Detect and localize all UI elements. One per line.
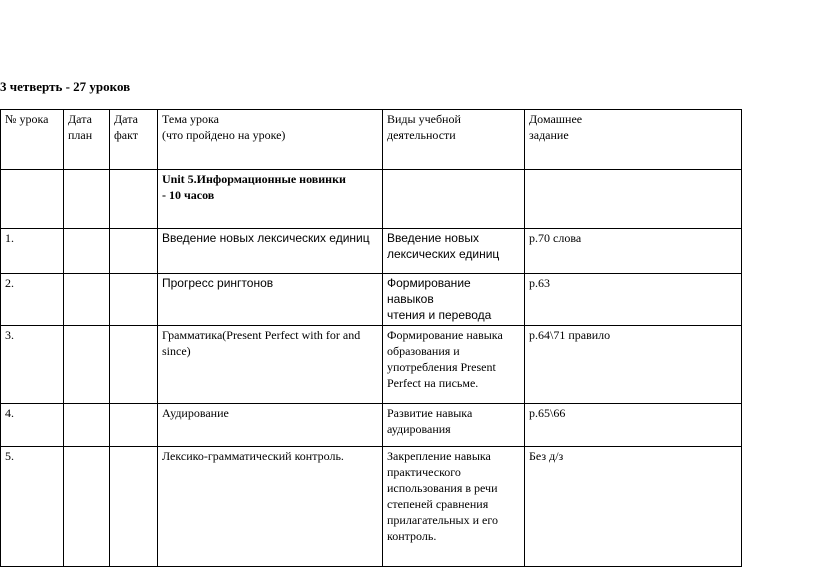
lesson-number: 2. bbox=[1, 274, 64, 326]
lesson-activities: Введение новых лексических единиц bbox=[383, 229, 525, 274]
lesson-topic: Аудирование bbox=[158, 404, 383, 447]
lesson-topic: Прогресс рингтонов bbox=[158, 274, 383, 326]
lesson-number: 5. bbox=[1, 447, 64, 567]
unit-row bbox=[1, 170, 742, 229]
date-fact-cell bbox=[110, 229, 158, 274]
header-date-fact: Дата факт bbox=[110, 110, 158, 170]
lesson-homework: p.70 слова bbox=[525, 229, 742, 274]
header-topic: Тема урока (что пройдено на уроке) bbox=[158, 110, 383, 170]
date-fact-cell bbox=[110, 274, 158, 326]
date-plan-cell bbox=[64, 404, 110, 447]
lesson-activities: Закрепление навыка практического использования в речи степеней сравнения прилагательных и его контроль. bbox=[383, 447, 525, 567]
lesson-number: 4. bbox=[1, 404, 64, 447]
unit-title: Unit 5.Информационные новинки - 10 часов bbox=[158, 170, 383, 229]
header-homework: Домашнее задание bbox=[525, 110, 742, 170]
lesson-topic: Введение новых лексических единиц bbox=[158, 229, 383, 274]
date-fact-cell bbox=[110, 404, 158, 447]
date-fact-cell bbox=[110, 326, 158, 404]
table-row bbox=[1, 404, 742, 447]
table-row bbox=[1, 447, 742, 567]
lesson-homework: p.65\66 bbox=[525, 404, 742, 447]
date-plan-cell bbox=[64, 229, 110, 274]
lesson-activities: Формирование навыка образования и употребления Present Perfect на письме. bbox=[383, 326, 525, 404]
table-row bbox=[1, 229, 742, 274]
lesson-activities: Формирование навыков чтения и перевода bbox=[383, 274, 525, 326]
lesson-topic: Грамматика(Present Perfect with for and since) bbox=[158, 326, 383, 404]
lesson-number: 1. bbox=[1, 229, 64, 274]
lesson-number: 3. bbox=[1, 326, 64, 404]
table-row bbox=[1, 326, 742, 404]
date-plan-cell bbox=[64, 447, 110, 567]
header-lesson-no: № урока bbox=[1, 110, 64, 170]
unit-cell-empty bbox=[1, 170, 64, 229]
header-date-plan: Дата план bbox=[64, 110, 110, 170]
date-plan-cell bbox=[64, 274, 110, 326]
lesson-topic: Лексико-грамматический контроль. bbox=[158, 447, 383, 567]
table-header-row bbox=[1, 110, 742, 170]
lesson-activities: Развитие навыка аудирования bbox=[383, 404, 525, 447]
lesson-homework: p.63 bbox=[525, 274, 742, 326]
unit-cell-empty bbox=[110, 170, 158, 229]
date-plan-cell bbox=[64, 326, 110, 404]
lesson-plan-table bbox=[0, 109, 742, 567]
page-title: 3 четверть - 27 уроков bbox=[0, 79, 131, 94]
table-row bbox=[1, 274, 742, 326]
unit-cell-empty bbox=[64, 170, 110, 229]
unit-cell-empty bbox=[525, 170, 742, 229]
lesson-homework: Без д/з bbox=[525, 447, 742, 567]
header-activities: Виды учебной деятельности bbox=[383, 110, 525, 170]
lesson-homework: p.64\71 правило bbox=[525, 326, 742, 404]
unit-cell-empty bbox=[383, 170, 525, 229]
date-fact-cell bbox=[110, 447, 158, 567]
